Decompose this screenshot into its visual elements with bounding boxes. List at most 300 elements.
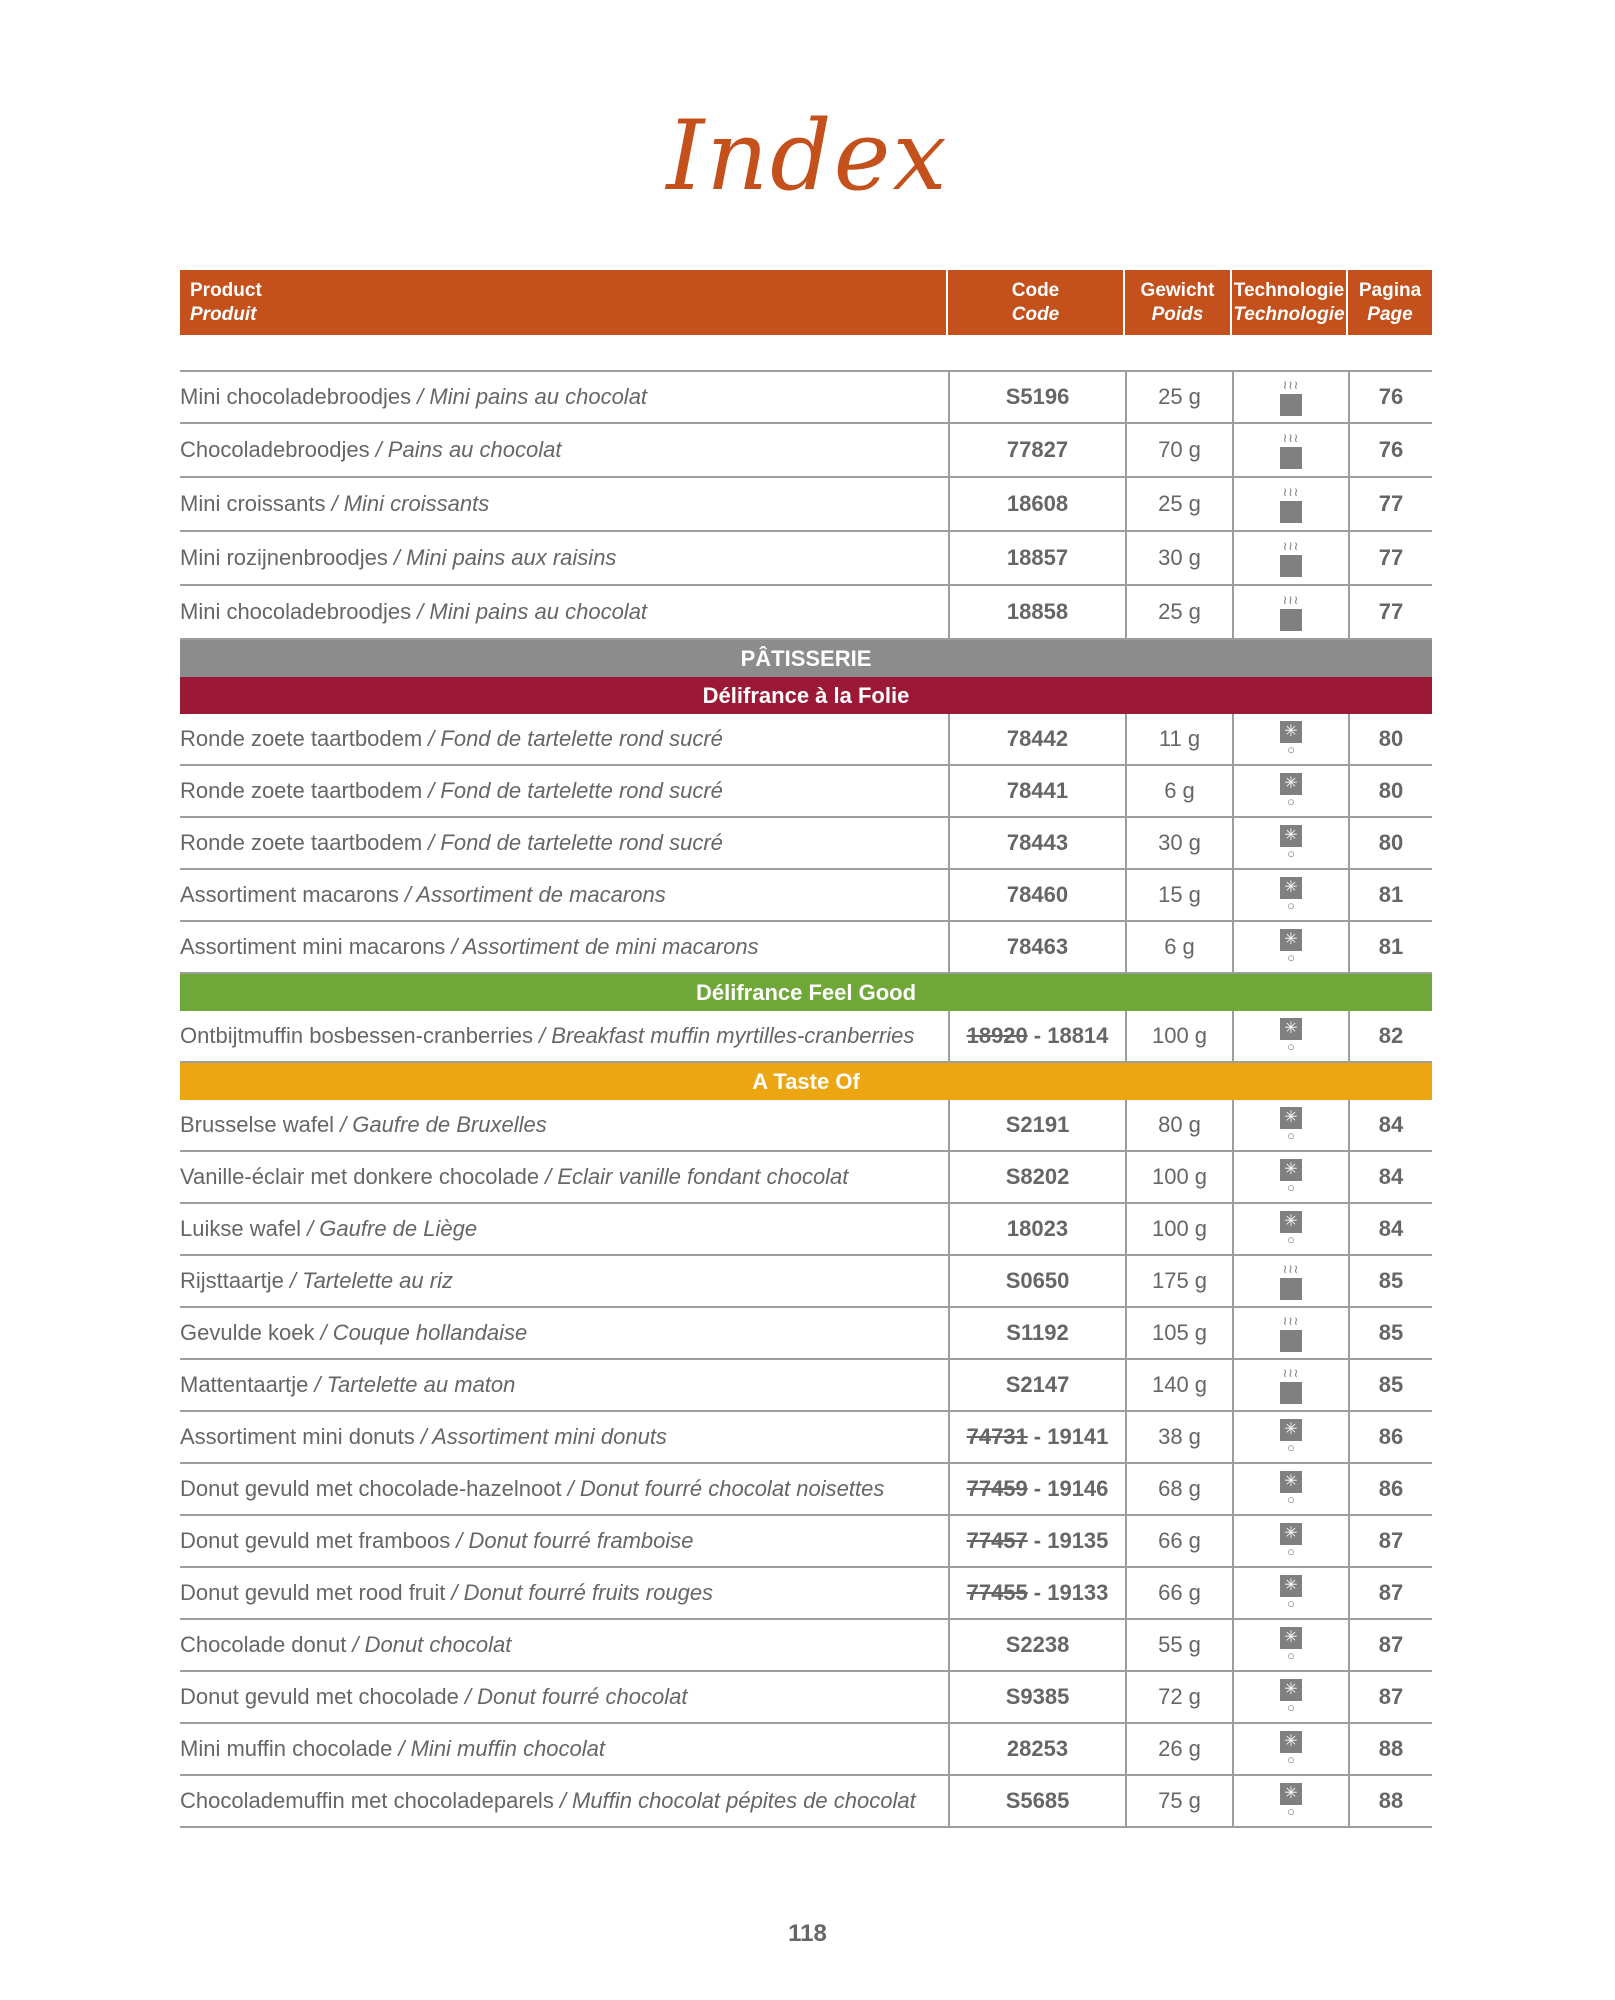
weight-cell xyxy=(1125,1516,1232,1566)
snowflake-square: ✳ xyxy=(1280,1523,1302,1545)
tech-cell xyxy=(1232,714,1348,764)
product-weight: 100 g xyxy=(1151,1164,1208,1189)
weight-cell xyxy=(1125,714,1232,764)
tech-cell xyxy=(1232,1412,1348,1462)
section-band-tasteof: A Taste Of xyxy=(180,1063,1432,1100)
page-cell xyxy=(1348,1204,1432,1254)
code-cell xyxy=(948,922,1125,972)
product-name-fr: / Breakfast muffin myrtilles-cranberries xyxy=(539,1023,915,1048)
product-name-fr: / Donut fourré fruits rouges xyxy=(451,1580,714,1605)
product-page: 82 xyxy=(1378,1023,1404,1048)
product-page: 85 xyxy=(1378,1268,1404,1293)
snowflake-square: ✳ xyxy=(1280,721,1302,743)
heat-icon xyxy=(1280,1315,1302,1352)
tech-cell xyxy=(1232,818,1348,868)
heat-square xyxy=(1280,447,1302,469)
code-cell xyxy=(948,1152,1125,1202)
freezer-icon xyxy=(1280,1783,1302,1819)
old-code: 77457 xyxy=(966,1528,1028,1553)
tech-cell xyxy=(1232,1776,1348,1826)
product-page: 76 xyxy=(1378,384,1404,409)
product-weight: 26 g xyxy=(1158,1736,1201,1761)
product-cell xyxy=(180,870,948,920)
product-weight: 6 g xyxy=(1164,778,1195,803)
freezer-icon xyxy=(1280,1627,1302,1663)
product-weight: 30 g xyxy=(1158,830,1201,855)
product-name-fr: / Fond de tartelette rond sucré xyxy=(428,778,723,803)
page-cell xyxy=(1348,766,1432,816)
page-cell xyxy=(1348,478,1432,530)
product-name-fr: / Mini pains aux raisins xyxy=(393,545,617,570)
page-cell xyxy=(1348,714,1432,764)
heat-icon xyxy=(1280,1263,1302,1300)
product-name-fr: / Mini croissants xyxy=(331,491,490,516)
product-name-nl: Assortiment macarons xyxy=(180,882,399,907)
header-code-fr: Code xyxy=(1011,303,1060,325)
product-name-nl: Rijsttaartje xyxy=(180,1268,284,1293)
product-page: 81 xyxy=(1378,882,1404,907)
snowflake-square: ✳ xyxy=(1280,1627,1302,1649)
drop-glyph: ○ xyxy=(1287,742,1295,757)
page-cell xyxy=(1348,1724,1432,1774)
product-name-nl: Vanille-éclair met donkere chocolade xyxy=(180,1164,540,1189)
code-cell xyxy=(948,1672,1125,1722)
product-weight: 70 g xyxy=(1158,437,1201,462)
product-cell xyxy=(180,1360,948,1410)
heat-waves: ≀≀≀ xyxy=(1282,592,1300,607)
product-page: 76 xyxy=(1378,437,1404,462)
weight-cell xyxy=(1125,424,1232,476)
product-name-fr: / Fond de tartelette rond sucré xyxy=(428,830,723,855)
header-page-nl: Pagina xyxy=(1358,279,1422,301)
product-name-nl: Donut gevuld met chocolade-hazelnoot xyxy=(180,1476,562,1501)
header-weight-fr: Poids xyxy=(1151,303,1204,325)
page-cell xyxy=(1348,870,1432,920)
product-code: S9385 xyxy=(1005,1684,1070,1709)
table-row xyxy=(180,532,1432,586)
product-code: 78443 xyxy=(1006,830,1069,855)
product-name-fr: / Assortiment de mini macarons xyxy=(451,934,759,959)
product-cell xyxy=(180,1412,948,1462)
product-cell xyxy=(180,714,948,764)
product-name-nl: Mini chocoladebroodjes xyxy=(180,599,412,624)
page-cell xyxy=(1348,1152,1432,1202)
weight-cell xyxy=(1125,478,1232,530)
code-cell xyxy=(948,532,1125,584)
product-cell xyxy=(180,766,948,816)
code-cell xyxy=(948,1568,1125,1618)
product-weight: 55 g xyxy=(1158,1632,1201,1657)
freezer-icon xyxy=(1280,1211,1302,1247)
weight-cell xyxy=(1125,1204,1232,1254)
drop-glyph: ○ xyxy=(1287,1232,1295,1247)
product-page: 84 xyxy=(1378,1216,1404,1241)
product-weight: 68 g xyxy=(1158,1476,1201,1501)
product-page: 87 xyxy=(1378,1632,1404,1657)
heat-square xyxy=(1280,501,1302,523)
product-name-fr: / Donut fourré chocolat noisettes xyxy=(567,1476,885,1501)
table-row xyxy=(180,1011,1432,1063)
weight-cell xyxy=(1125,1412,1232,1462)
freezer-icon xyxy=(1280,825,1302,861)
tech-cell xyxy=(1232,1308,1348,1358)
drop-glyph: ○ xyxy=(1287,1752,1295,1767)
code-cell xyxy=(948,478,1125,530)
drop-glyph: ○ xyxy=(1287,846,1295,861)
header-tech-fr: Technologie xyxy=(1233,303,1345,325)
page-cell xyxy=(1348,424,1432,476)
product-weight: 25 g xyxy=(1158,491,1201,516)
page-cell xyxy=(1348,1412,1432,1462)
snowflake-square: ✳ xyxy=(1280,825,1302,847)
product-name-fr: / Pains au chocolat xyxy=(375,437,562,462)
weight-cell xyxy=(1125,532,1232,584)
product-cell xyxy=(180,532,948,584)
tech-cell xyxy=(1232,1620,1348,1670)
table-row xyxy=(180,1516,1432,1568)
tech-cell xyxy=(1232,1672,1348,1722)
page-cell xyxy=(1348,1620,1432,1670)
product-cell xyxy=(180,1204,948,1254)
weight-cell xyxy=(1125,1568,1232,1618)
product-cell xyxy=(180,818,948,868)
product-page: 87 xyxy=(1378,1684,1404,1709)
page-cell xyxy=(1348,1100,1432,1150)
product-name-nl: Ronde zoete taartbodem xyxy=(180,726,423,751)
product-page: 85 xyxy=(1378,1320,1404,1345)
drop-glyph: ○ xyxy=(1287,1596,1295,1611)
page-title: Index xyxy=(666,100,949,212)
weight-cell xyxy=(1125,1464,1232,1514)
table-row xyxy=(180,1360,1432,1412)
tech-cell xyxy=(1232,1568,1348,1618)
product-code: 28253 xyxy=(1006,1736,1069,1761)
product-name-nl: Mattentaartje xyxy=(180,1372,309,1397)
product-code: S0650 xyxy=(1005,1268,1070,1293)
code-cell xyxy=(948,586,1125,638)
product-name-nl: Mini rozijnenbroodjes xyxy=(180,545,388,570)
product-weight: 175 g xyxy=(1151,1268,1208,1293)
product-cell xyxy=(180,1776,948,1826)
product-name-nl: Luikse wafel xyxy=(180,1216,302,1241)
index-table xyxy=(180,370,1432,1828)
drop-glyph: ○ xyxy=(1287,1492,1295,1507)
old-code: 74731 xyxy=(966,1424,1028,1449)
product-code: 18857 xyxy=(1006,545,1069,570)
product-cell xyxy=(180,1011,948,1061)
tech-cell xyxy=(1232,586,1348,638)
drop-glyph: ○ xyxy=(1287,1180,1295,1195)
product-name-nl: Assortiment mini donuts xyxy=(180,1424,415,1449)
drop-glyph: ○ xyxy=(1287,1440,1295,1455)
product-page: 88 xyxy=(1378,1788,1404,1813)
product-weight: 30 g xyxy=(1158,545,1201,570)
product-weight: 100 g xyxy=(1151,1216,1208,1241)
code-cell xyxy=(948,372,1125,422)
page-cell xyxy=(1348,1568,1432,1618)
product-name-fr: / Gaufre de Liège xyxy=(307,1216,478,1241)
product-page: 81 xyxy=(1378,934,1404,959)
product-cell xyxy=(180,1568,948,1618)
heat-icon xyxy=(1280,379,1302,416)
product-name-nl: Mini chocoladebroodjes xyxy=(180,384,412,409)
product-name-fr: / Assortiment mini donuts xyxy=(420,1424,667,1449)
product-weight: 66 g xyxy=(1158,1528,1201,1553)
product-page: 80 xyxy=(1378,830,1404,855)
freezer-icon xyxy=(1280,1018,1302,1054)
heat-waves: ≀≀≀ xyxy=(1282,430,1300,445)
product-weight: 38 g xyxy=(1158,1424,1201,1449)
product-weight: 66 g xyxy=(1158,1580,1201,1605)
heat-square xyxy=(1280,394,1302,416)
product-weight: 6 g xyxy=(1164,934,1195,959)
drop-glyph: ○ xyxy=(1287,950,1295,965)
product-name-nl: Chocolademuffin met chocoladeparels xyxy=(180,1788,554,1813)
page-cell xyxy=(1348,1776,1432,1826)
weight-cell xyxy=(1125,1256,1232,1306)
code-cell xyxy=(948,870,1125,920)
drop-glyph: ○ xyxy=(1287,1128,1295,1143)
weight-cell xyxy=(1125,1620,1232,1670)
product-code: 78463 xyxy=(1006,934,1069,959)
weight-cell xyxy=(1125,766,1232,816)
product-code: S5685 xyxy=(1005,1788,1070,1813)
product-code: S5196 xyxy=(1005,384,1070,409)
page-cell xyxy=(1348,586,1432,638)
weight-cell xyxy=(1125,1360,1232,1410)
product-page: 77 xyxy=(1378,545,1404,570)
snowflake-square: ✳ xyxy=(1280,1159,1302,1181)
tech-cell xyxy=(1232,1256,1348,1306)
freezer-icon xyxy=(1280,1679,1302,1715)
weight-cell xyxy=(1125,922,1232,972)
product-name-nl: Donut gevuld met rood fruit xyxy=(180,1580,446,1605)
table-row xyxy=(180,870,1432,922)
weight-cell xyxy=(1125,818,1232,868)
product-page: 84 xyxy=(1378,1112,1404,1137)
snowflake-square: ✳ xyxy=(1280,877,1302,899)
freezer-icon xyxy=(1280,773,1302,809)
freezer-icon xyxy=(1280,1419,1302,1455)
tech-cell xyxy=(1232,870,1348,920)
heat-square xyxy=(1280,555,1302,577)
product-code: - 19135 xyxy=(1033,1528,1109,1553)
product-code: 18608 xyxy=(1006,491,1069,516)
product-name-nl: Mini croissants xyxy=(180,491,326,516)
code-cell xyxy=(948,1100,1125,1150)
product-weight: 11 g xyxy=(1158,726,1201,751)
table-row xyxy=(180,1100,1432,1152)
heat-icon xyxy=(1280,594,1302,631)
snowflake-square: ✳ xyxy=(1280,1211,1302,1233)
tech-cell xyxy=(1232,424,1348,476)
table-row xyxy=(180,1568,1432,1620)
heat-icon xyxy=(1280,432,1302,469)
snowflake-square: ✳ xyxy=(1280,1471,1302,1493)
product-cell xyxy=(180,1516,948,1566)
product-code: - 19133 xyxy=(1033,1580,1109,1605)
page-cell xyxy=(1348,532,1432,584)
product-cell xyxy=(180,1100,948,1150)
table-row xyxy=(180,922,1432,974)
table-row xyxy=(180,478,1432,532)
product-cell xyxy=(180,424,948,476)
header-code-nl: Code xyxy=(1011,279,1060,301)
freezer-icon xyxy=(1280,1523,1302,1559)
product-page: 85 xyxy=(1378,1372,1404,1397)
tech-cell xyxy=(1232,1011,1348,1061)
freezer-icon xyxy=(1280,929,1302,965)
weight-cell xyxy=(1125,1776,1232,1826)
weight-cell xyxy=(1125,372,1232,422)
header-code xyxy=(948,270,1125,335)
code-cell xyxy=(948,1620,1125,1670)
product-name-fr: / Fond de tartelette rond sucré xyxy=(428,726,723,751)
product-name-nl: Ontbijtmuffin bosbessen-cranberries xyxy=(180,1023,533,1048)
product-code: 78441 xyxy=(1006,778,1069,803)
snowflake-square: ✳ xyxy=(1280,1107,1302,1129)
product-page: 77 xyxy=(1378,491,1404,516)
weight-cell xyxy=(1125,1152,1232,1202)
weight-cell xyxy=(1125,586,1232,638)
product-cell xyxy=(180,586,948,638)
product-name-fr: / Donut fourré chocolat xyxy=(464,1684,688,1709)
drop-glyph: ○ xyxy=(1287,898,1295,913)
product-code: - 19146 xyxy=(1033,1476,1109,1501)
product-code: S8202 xyxy=(1005,1164,1070,1189)
snowflake-square: ✳ xyxy=(1280,1731,1302,1753)
old-code: 18920 xyxy=(966,1023,1028,1048)
table-row xyxy=(180,1204,1432,1256)
freezer-icon xyxy=(1280,1471,1302,1507)
product-page: 88 xyxy=(1378,1736,1404,1761)
heat-waves: ≀≀≀ xyxy=(1282,538,1300,553)
snowflake-square: ✳ xyxy=(1280,1575,1302,1597)
tech-cell xyxy=(1232,1204,1348,1254)
heat-waves: ≀≀≀ xyxy=(1282,377,1300,392)
code-cell xyxy=(948,1412,1125,1462)
product-page: 77 xyxy=(1378,599,1404,624)
tech-cell xyxy=(1232,1360,1348,1410)
page-cell xyxy=(1348,922,1432,972)
heat-icon xyxy=(1280,1367,1302,1404)
snowflake-square: ✳ xyxy=(1280,929,1302,951)
heat-waves: ≀≀≀ xyxy=(1282,484,1300,499)
code-cell xyxy=(948,1204,1125,1254)
code-cell xyxy=(948,1360,1125,1410)
page-cell xyxy=(1348,1360,1432,1410)
product-weight: 15 g xyxy=(1158,882,1201,907)
product-weight: 25 g xyxy=(1158,384,1201,409)
product-name-nl: Assortiment mini macarons xyxy=(180,934,446,959)
table-row xyxy=(180,1308,1432,1360)
table-row xyxy=(180,1256,1432,1308)
header-tech-nl: Technologie xyxy=(1233,279,1345,301)
snowflake-square: ✳ xyxy=(1280,1679,1302,1701)
heat-square xyxy=(1280,1330,1302,1352)
freezer-icon xyxy=(1280,721,1302,757)
page-cell xyxy=(1348,1464,1432,1514)
product-cell xyxy=(180,1724,948,1774)
snowflake-square: ✳ xyxy=(1280,1018,1302,1040)
code-cell xyxy=(948,1516,1125,1566)
page-cell xyxy=(1348,1516,1432,1566)
header-page-fr: Page xyxy=(1367,303,1413,325)
tech-cell xyxy=(1232,1464,1348,1514)
product-cell xyxy=(180,1620,948,1670)
table-row xyxy=(180,586,1432,640)
code-cell xyxy=(948,1308,1125,1358)
tech-cell xyxy=(1232,532,1348,584)
tech-cell xyxy=(1232,922,1348,972)
page-cell xyxy=(1348,1011,1432,1061)
drop-glyph: ○ xyxy=(1287,1804,1295,1819)
product-code: S2238 xyxy=(1005,1632,1070,1657)
code-cell xyxy=(948,818,1125,868)
product-name-nl: Donut gevuld met framboos xyxy=(180,1528,451,1553)
section-band-feelgood: Délifrance Feel Good xyxy=(180,974,1432,1011)
product-name-fr: / Mini muffin chocolat xyxy=(398,1736,606,1761)
table-row xyxy=(180,818,1432,870)
product-name-fr: / Gaufre de Bruxelles xyxy=(340,1112,547,1137)
product-weight: 105 g xyxy=(1151,1320,1208,1345)
product-weight: 75 g xyxy=(1158,1788,1201,1813)
product-name-nl: Chocoladebroodjes xyxy=(180,437,370,462)
product-code: 18023 xyxy=(1006,1216,1069,1241)
product-cell xyxy=(180,1256,948,1306)
product-cell xyxy=(180,1152,948,1202)
product-cell xyxy=(180,1308,948,1358)
freezer-icon xyxy=(1280,1159,1302,1195)
table-row xyxy=(180,766,1432,818)
header-tech xyxy=(1232,270,1348,335)
weight-cell xyxy=(1125,1100,1232,1150)
product-name-nl: Gevulde koek xyxy=(180,1320,315,1345)
table-row xyxy=(180,1412,1432,1464)
product-name-nl: Brusselse wafel xyxy=(180,1112,335,1137)
page-cell xyxy=(1348,372,1432,422)
table-row xyxy=(180,714,1432,766)
drop-glyph: ○ xyxy=(1287,1700,1295,1715)
drop-glyph: ○ xyxy=(1287,794,1295,809)
product-name-fr: / Tartelette au riz xyxy=(289,1268,453,1293)
product-code: S1192 xyxy=(1006,1320,1069,1345)
heat-square xyxy=(1280,1382,1302,1404)
product-code: - 18814 xyxy=(1033,1023,1109,1048)
drop-glyph: ○ xyxy=(1287,1039,1295,1054)
page-cell xyxy=(1348,818,1432,868)
product-weight: 72 g xyxy=(1158,1684,1201,1709)
product-name-nl: Chocolade donut xyxy=(180,1632,347,1657)
product-weight: 80 g xyxy=(1158,1112,1201,1137)
table-row xyxy=(180,1724,1432,1776)
tech-cell xyxy=(1232,372,1348,422)
product-weight: 100 g xyxy=(1151,1023,1208,1048)
code-cell xyxy=(948,1464,1125,1514)
product-cell xyxy=(180,1464,948,1514)
product-page: 86 xyxy=(1378,1476,1404,1501)
product-name-fr: / Mini pains au chocolat xyxy=(417,384,648,409)
product-cell xyxy=(180,1672,948,1722)
snowflake-square: ✳ xyxy=(1280,773,1302,795)
product-cell xyxy=(180,922,948,972)
table-row xyxy=(180,1464,1432,1516)
product-name-nl: Mini muffin chocolade xyxy=(180,1736,393,1761)
weight-cell xyxy=(1125,1308,1232,1358)
code-cell xyxy=(948,714,1125,764)
code-cell xyxy=(948,1011,1125,1061)
weight-cell xyxy=(1125,1672,1232,1722)
